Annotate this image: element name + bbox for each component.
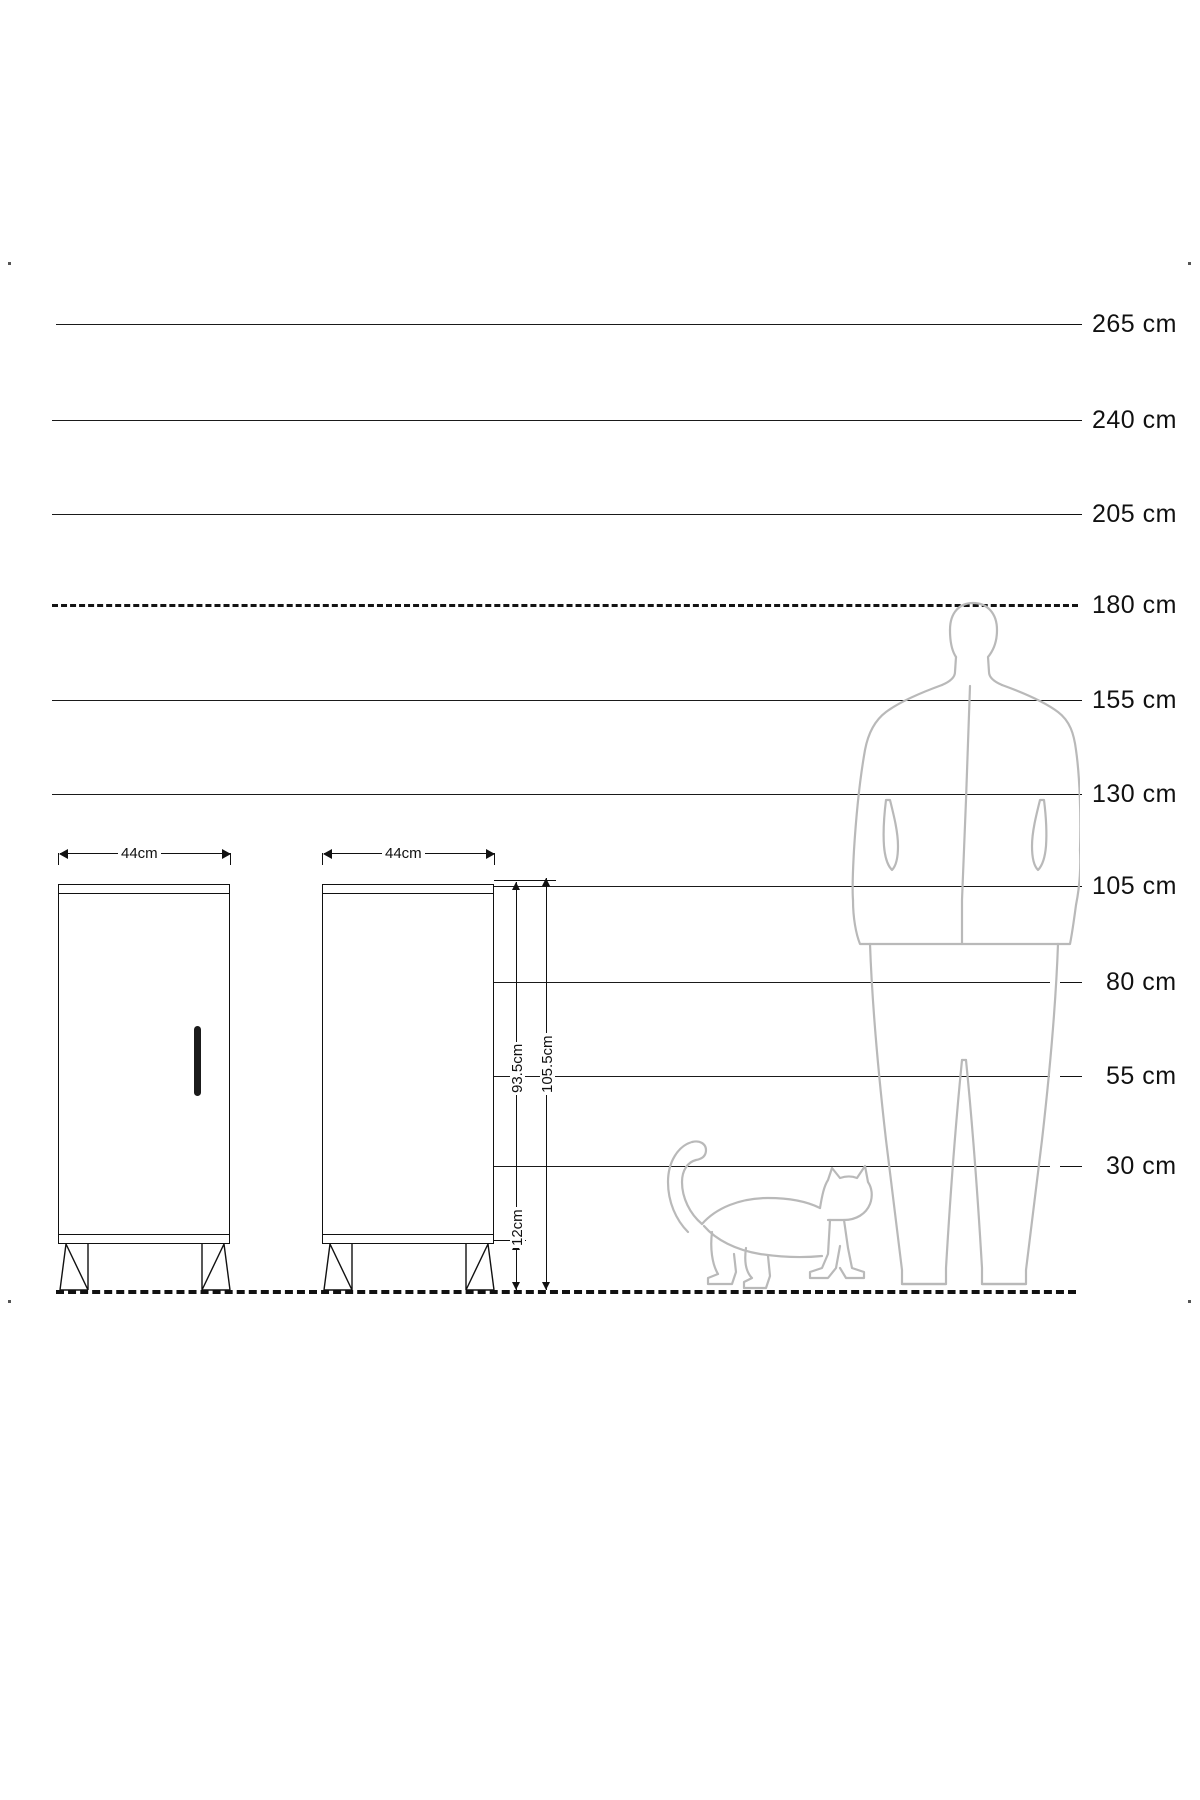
scale-label-105: 105 cm <box>1092 872 1177 900</box>
scale-label-155: 155 cm <box>1092 686 1177 714</box>
registration-dot-top-left <box>8 262 11 265</box>
scale-label-240: 240 cm <box>1092 406 1177 434</box>
dim-label-93-5cm: 93.5cm <box>509 1043 526 1093</box>
scale-tick-240 <box>1060 420 1082 421</box>
scale-label-55: 55 cm <box>1106 1062 1177 1090</box>
dim-label-44cm-1: 44cm <box>118 846 161 861</box>
cabinet-1-door-handle <box>194 1026 201 1096</box>
cabinet-open-frame[interactable] <box>322 884 494 1244</box>
cabinet-1-legs <box>58 1243 232 1293</box>
cabinet-2-legs <box>322 1243 496 1293</box>
scale-label-80: 80 cm <box>1106 968 1177 996</box>
dim-label-105-5cm: 105.5cm <box>539 1035 556 1093</box>
scale-label-265: 265 cm <box>1092 310 1177 338</box>
dim-arrow-top-93-5 <box>512 882 520 890</box>
scale-label-205: 205 cm <box>1092 500 1177 528</box>
scale-tick-265 <box>1060 324 1082 325</box>
dim-arrow-bottom-12 <box>512 1282 520 1290</box>
dim-arrow-top-105-5 <box>542 878 550 886</box>
registration-dot-bottom-right <box>1188 1300 1191 1303</box>
scale-line-205 <box>52 514 1078 515</box>
scale-line-240 <box>52 420 1078 421</box>
dim-arrow-bottom-105-5 <box>542 1282 550 1290</box>
scale-label-130: 130 cm <box>1092 780 1177 808</box>
cabinet-1-door <box>58 893 230 1235</box>
scale-line-265 <box>56 324 1078 325</box>
scale-label-180: 180 cm <box>1092 591 1177 619</box>
cabinet-closed-with-handle[interactable] <box>58 884 230 1244</box>
cat-silhouette <box>660 1136 876 1292</box>
dim-label-44cm-2: 44cm <box>382 846 425 861</box>
registration-dot-bottom-left <box>8 1300 11 1303</box>
scale-tick-205 <box>1060 514 1082 515</box>
dim-label-12cm: 12cm <box>509 1209 526 1246</box>
cabinet-2-carcass <box>322 893 494 1235</box>
registration-dot-top-right <box>1188 262 1191 265</box>
scale-label-30: 30 cm <box>1106 1152 1177 1180</box>
human-silhouette <box>850 600 1080 1292</box>
